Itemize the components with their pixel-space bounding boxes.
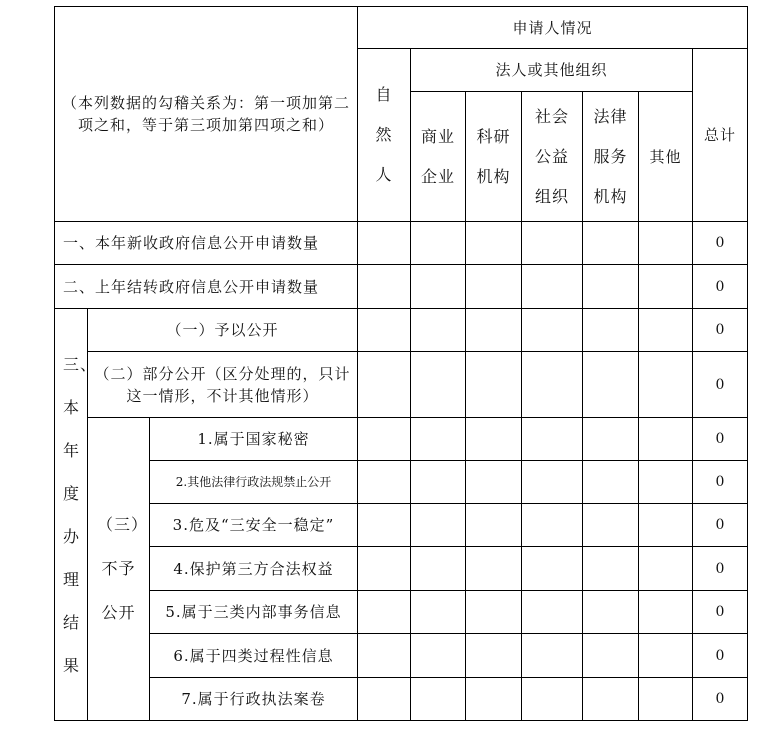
sub5-label: 5.属于三类内部事务信息: [150, 591, 358, 634]
sub2-natural: [358, 461, 411, 504]
sub6-social: [522, 634, 583, 678]
sub7-commercial: [411, 678, 466, 721]
sub4-social: [522, 547, 583, 591]
row2-natural: [358, 265, 411, 309]
sub2-other: [639, 461, 693, 504]
sub5-total: 0: [693, 591, 748, 634]
sub1-legal: [583, 418, 639, 461]
sub4-research: [466, 547, 522, 591]
sub4-commercial: [411, 547, 466, 591]
sub7-other: [639, 678, 693, 721]
row2-legal: [583, 265, 639, 309]
row3-2-legal: [583, 352, 639, 418]
row2-commercial: [411, 265, 466, 309]
sub5-social: [522, 591, 583, 634]
social-welfare-label: 社会公益组织: [534, 106, 569, 206]
row3-2-research: [466, 352, 522, 418]
sub7-natural: [358, 678, 411, 721]
header-legal-service: [583, 92, 639, 222]
sub3-natural: [358, 504, 411, 547]
row1-label: 一、本年新收政府信息公开申请数量: [55, 222, 358, 265]
sub5-research: [466, 591, 522, 634]
row3-2-commercial: [411, 352, 466, 418]
row2-total: 0: [693, 265, 748, 309]
row3-2-total: 0: [693, 352, 748, 418]
row2-other: [639, 265, 693, 309]
sub1-research: [466, 418, 522, 461]
table-wrapper: [54, 6, 748, 721]
sub4-other: [639, 547, 693, 591]
sub7-label: 7.属于行政执法案卷: [150, 678, 358, 721]
sub3-research: [466, 504, 522, 547]
row3-1-natural: [358, 309, 411, 352]
sub7-total: 0: [693, 678, 748, 721]
header-research: [466, 92, 522, 222]
header-natural-person: [358, 49, 411, 222]
sub6-legal: [583, 634, 639, 678]
sub3-commercial: [411, 504, 466, 547]
section3-label: 三、本年度办理结果: [63, 354, 98, 675]
legal-service-label: 法律服务机构: [593, 106, 628, 206]
header-applicant-status: 申请人情况: [358, 7, 748, 49]
sub6-research: [466, 634, 522, 678]
row3-1-total: 0: [693, 309, 748, 352]
sub4-label: 4.保护第三方合法权益: [150, 547, 358, 591]
sub3-label: 3.危及“三安全一稳定”: [150, 504, 358, 547]
header-note: （本列数据的勾稽关系为：第一项加第二项之和，等于第三项加第四项之和）: [61, 94, 350, 134]
sub2-total: 0: [693, 461, 748, 504]
row1-research: [466, 222, 522, 265]
commercial-label: 商业企业: [420, 126, 455, 186]
sub6-commercial: [411, 634, 466, 678]
row1-natural: [358, 222, 411, 265]
sub2-legal: [583, 461, 639, 504]
sub6-natural: [358, 634, 411, 678]
sub1-natural: [358, 418, 411, 461]
row2-label: 二、上年结转政府信息公开申请数量: [55, 265, 358, 309]
gov-info-disclosure-table: [54, 6, 748, 721]
row3-1-social: [522, 309, 583, 352]
row1-commercial: [411, 222, 466, 265]
sub2-commercial: [411, 461, 466, 504]
row3-2-other: [639, 352, 693, 418]
sub5-other: [639, 591, 693, 634]
row1-social: [522, 222, 583, 265]
sub5-natural: [358, 591, 411, 634]
row3-1-commercial: [411, 309, 466, 352]
sub2-research: [466, 461, 522, 504]
row3-3-label-cell: [88, 418, 150, 721]
sub1-commercial: [411, 418, 466, 461]
row3-1-research: [466, 309, 522, 352]
sub2-label: 2.其他法律行政法规禁止公开: [150, 461, 358, 504]
header-other: 其他: [639, 92, 693, 222]
sub7-social: [522, 678, 583, 721]
sub3-total: 0: [693, 504, 748, 547]
row3-2-social: [522, 352, 583, 418]
row1-other: [639, 222, 693, 265]
sub2-social: [522, 461, 583, 504]
header-commercial: [411, 92, 466, 222]
header-total: 总计: [693, 49, 748, 222]
sub3-other: [639, 504, 693, 547]
row1-total: 0: [693, 222, 748, 265]
row3-1-legal: [583, 309, 639, 352]
sub3-social: [522, 504, 583, 547]
sub4-natural: [358, 547, 411, 591]
sub3-legal: [583, 504, 639, 547]
sub7-research: [466, 678, 522, 721]
row3-1-other: [639, 309, 693, 352]
sub4-legal: [583, 547, 639, 591]
sub6-total: 0: [693, 634, 748, 678]
row3-2-label: （二）部分公开（区分处理的，只计这一情形，不计其他情形）: [88, 352, 358, 418]
header-legal-entity: 法人或其他组织: [411, 49, 693, 92]
research-label: 科研机构: [476, 126, 511, 186]
section3-label-cell: [55, 309, 98, 721]
sub5-commercial: [411, 591, 466, 634]
row2-research: [466, 265, 522, 309]
row3-3-label: （三）不予公开: [96, 515, 140, 622]
sub1-total: 0: [693, 418, 748, 461]
row2-social: [522, 265, 583, 309]
sub7-legal: [583, 678, 639, 721]
sub4-total: 0: [693, 547, 748, 591]
sub5-legal: [583, 591, 639, 634]
natural-person-label: 自然人: [375, 85, 393, 184]
sub6-label: 6.属于四类过程性信息: [150, 634, 358, 678]
sub1-social: [522, 418, 583, 461]
sub1-other: [639, 418, 693, 461]
header-social-welfare: [522, 92, 583, 222]
row3-2-natural: [358, 352, 411, 418]
sub6-other: [639, 634, 693, 678]
sub1-label: 1.属于国家秘密: [150, 418, 358, 461]
row3-1-label: （一）予以公开: [88, 309, 358, 352]
header-note-cell: [55, 7, 358, 222]
row1-legal: [583, 222, 639, 265]
